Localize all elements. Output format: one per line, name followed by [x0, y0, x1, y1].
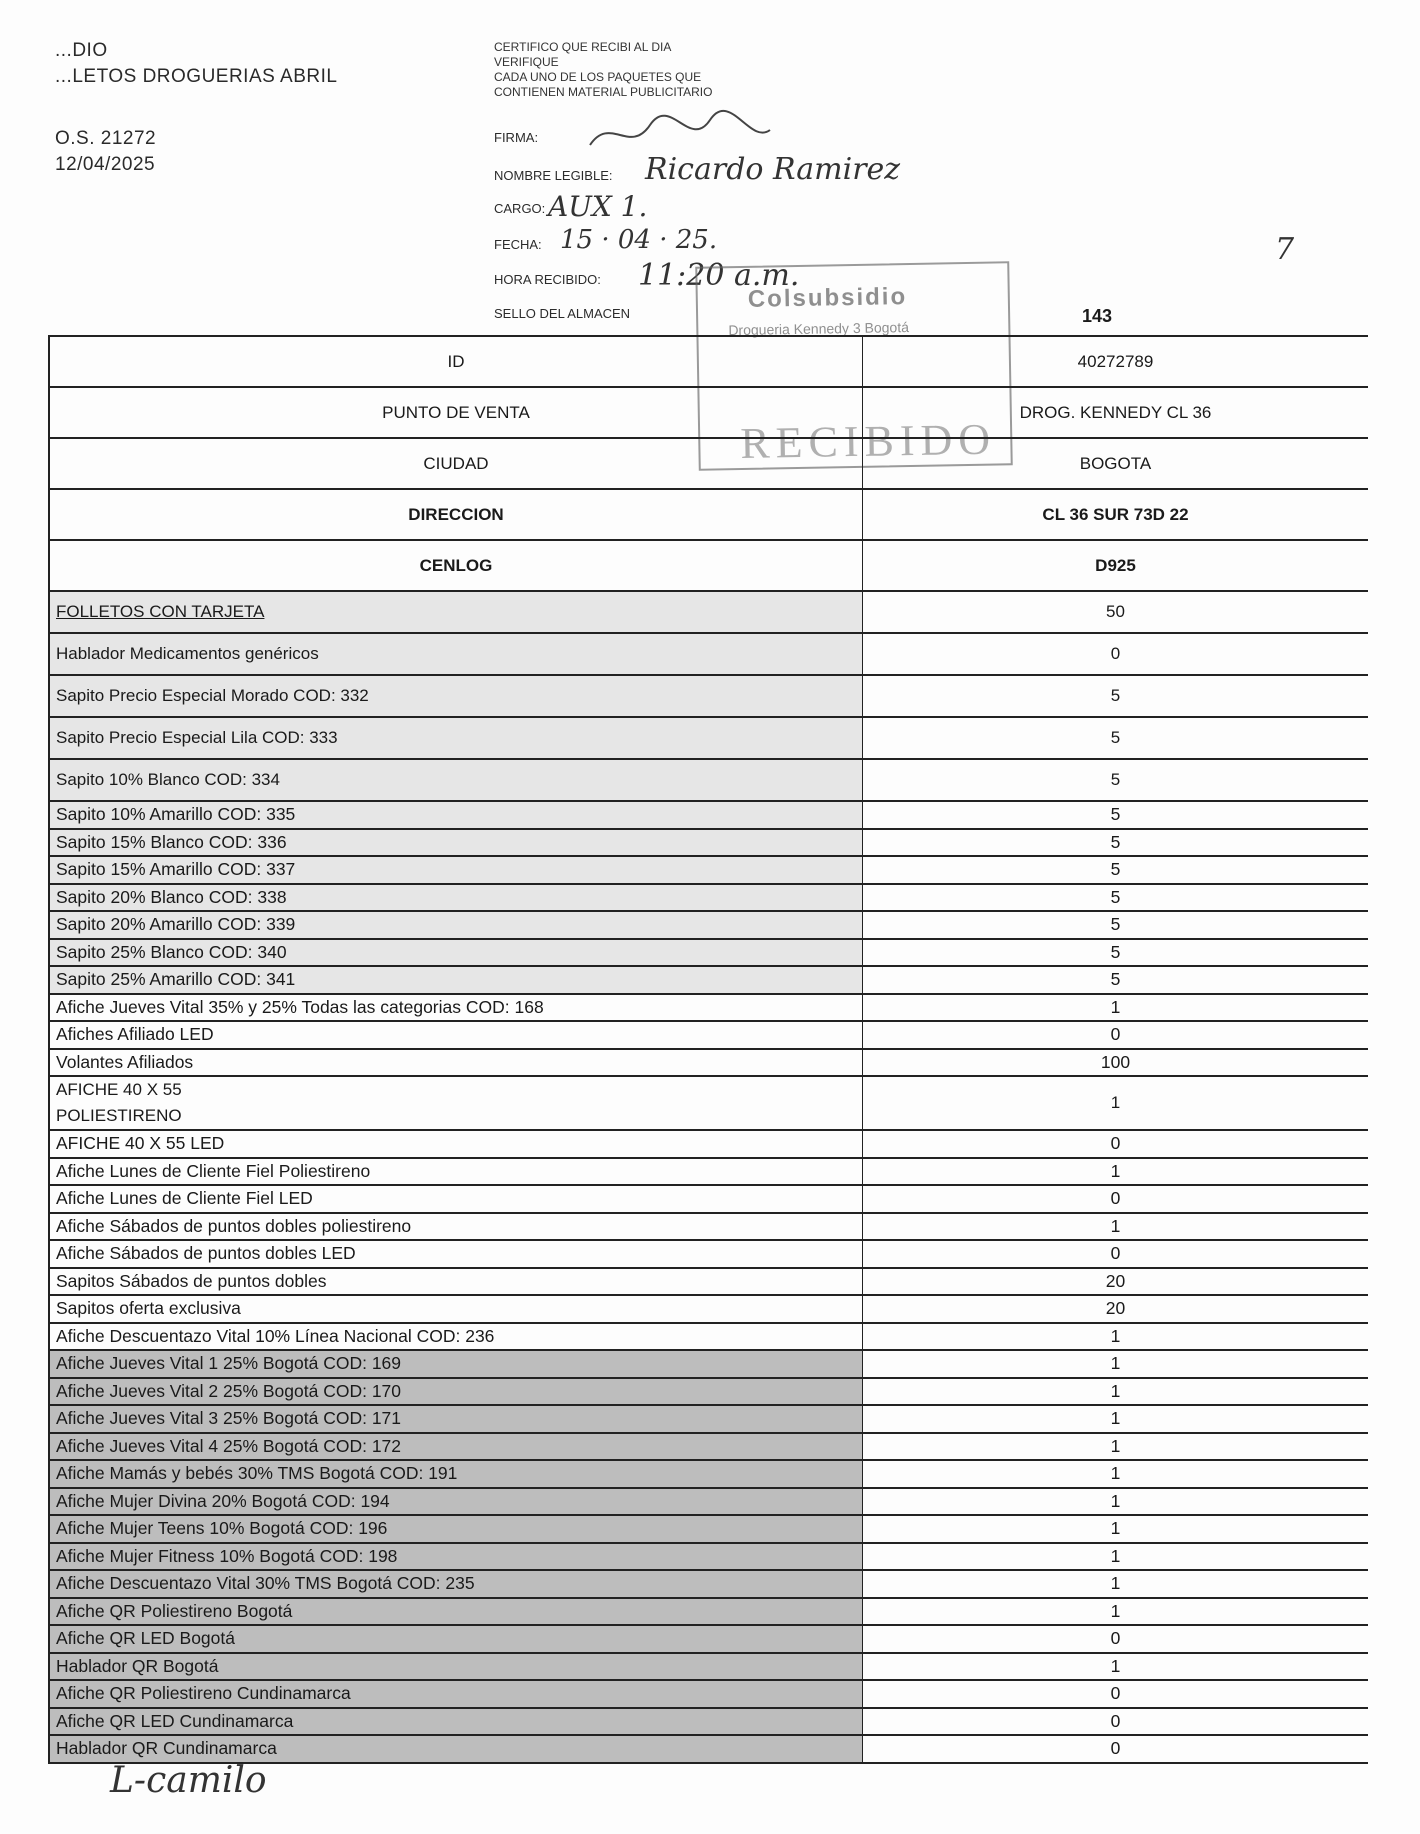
- row-value: 20: [863, 1268, 1369, 1296]
- row-label: Sapitos oferta exclusiva: [49, 1295, 863, 1323]
- table-row: [49, 489, 1368, 540]
- row-value: 5: [863, 966, 1369, 994]
- row-value: 0: [863, 1735, 1369, 1763]
- row-label: Afiche Mamás y bebés 30% TMS Bogotá COD: 191: [49, 1460, 863, 1488]
- row-value: 1: [863, 1323, 1369, 1351]
- row-value: DROG. KENNEDY CL 36: [863, 387, 1369, 438]
- row-value: 1: [863, 1378, 1369, 1406]
- row-value: 1: [863, 1598, 1369, 1626]
- row-label: DIRECCION: [49, 489, 863, 540]
- row-value: 0: [863, 1625, 1369, 1653]
- header-line-1: ...DIO: [55, 40, 108, 61]
- table-row: [49, 1543, 1368, 1571]
- table-row: [49, 1323, 1368, 1351]
- row-value: 1: [863, 1405, 1369, 1433]
- row-value: 0: [863, 1708, 1369, 1736]
- row-label: Hablador QR Cundinamarca: [49, 1735, 863, 1763]
- table-row: [49, 1708, 1368, 1736]
- row-label: Sapito 15% Amarillo COD: 337: [49, 856, 863, 884]
- row-label: AFICHE 40 X 55 LED: [49, 1130, 863, 1158]
- row-label: Sapito 25% Amarillo COD: 341: [49, 966, 863, 994]
- row-label: Afiche Jueves Vital 35% y 25% Todas las categorias COD: 168: [49, 994, 863, 1022]
- cert-line-3: CADA UNO DE LOS PAQUETES QUE: [494, 70, 702, 84]
- row-label: [49, 1076, 863, 1130]
- row-label: Volantes Afiliados: [49, 1049, 863, 1077]
- row-value: 1: [863, 1488, 1369, 1516]
- row-label: Afiche QR Poliestireno Bogotá: [49, 1598, 863, 1626]
- row-label: Afiche Descuentazo Vital 30% TMS Bogotá COD: 235: [49, 1570, 863, 1598]
- row-label: Afiche Mujer Teens 10% Bogotá COD: 196: [49, 1515, 863, 1543]
- fecha-value: 15 · 04 · 25.: [560, 225, 718, 255]
- table-row: [49, 801, 1368, 829]
- table-row: [49, 1680, 1368, 1708]
- header-line-2: ...LETOS DROGUERIAS ABRIL: [55, 66, 338, 87]
- row-value: 5: [863, 856, 1369, 884]
- row-label-line-1: AFICHE 40 X 55: [56, 1080, 182, 1099]
- row-label: Sapitos Sábados de puntos dobles: [49, 1268, 863, 1296]
- row-value: 20: [863, 1295, 1369, 1323]
- hora-label: HORA RECIBIDO:: [494, 272, 601, 287]
- row-label: Afiche Lunes de Cliente Fiel LED: [49, 1185, 863, 1213]
- sello-label: SELLO DEL ALMACEN: [494, 306, 631, 321]
- row-label: ID: [49, 336, 863, 387]
- fecha-label: FECHA:: [494, 237, 542, 252]
- table-row: [49, 1570, 1368, 1598]
- table-row: [49, 1076, 1368, 1130]
- table-row: [49, 1433, 1368, 1461]
- cargo-value: AUX 1.: [548, 190, 648, 223]
- row-label: Afiche Jueves Vital 4 25% Bogotá COD: 172: [49, 1433, 863, 1461]
- delivery-table: [48, 335, 1368, 1764]
- row-value: BOGOTA: [863, 438, 1369, 489]
- row-label: Afiche Jueves Vital 3 25% Bogotá COD: 171: [49, 1405, 863, 1433]
- row-value: 5: [863, 939, 1369, 967]
- table-row: [49, 387, 1368, 438]
- cert-line-2: VERIFIQUE: [494, 55, 559, 69]
- table-row: [49, 336, 1368, 387]
- table-row: [49, 1130, 1368, 1158]
- row-label: Sapito 15% Blanco COD: 336: [49, 829, 863, 857]
- row-label: Sapito 20% Blanco COD: 338: [49, 884, 863, 912]
- row-label: Afiches Afiliado LED: [49, 1021, 863, 1049]
- row-label: FOLLETOS CON TARJETA: [49, 591, 863, 633]
- row-label: Afiche QR Poliestireno Cundinamarca: [49, 1680, 863, 1708]
- table-row: [49, 717, 1368, 759]
- row-label: Afiche Jueves Vital 1 25% Bogotá COD: 169: [49, 1350, 863, 1378]
- order-date: 12/04/2025: [55, 154, 156, 175]
- table-row: [49, 1460, 1368, 1488]
- table-row: [49, 966, 1368, 994]
- certificate-text: [494, 40, 824, 100]
- row-label: Afiche Mujer Divina 20% Bogotá COD: 194: [49, 1488, 863, 1516]
- row-value: 5: [863, 759, 1369, 801]
- row-label: Afiche Sábados de puntos dobles LED: [49, 1240, 863, 1268]
- row-value: D925: [863, 540, 1369, 591]
- row-label: Hablador QR Bogotá: [49, 1653, 863, 1681]
- row-label: Afiche Lunes de Cliente Fiel Poliestireno: [49, 1158, 863, 1186]
- row-value: 1: [863, 994, 1369, 1022]
- table-row: [49, 633, 1368, 675]
- row-label: Afiche Jueves Vital 2 25% Bogotá COD: 170: [49, 1378, 863, 1406]
- row-label: Hablador Medicamentos genéricos: [49, 633, 863, 675]
- order-number: O.S. 21272: [55, 128, 157, 149]
- row-label: CENLOG: [49, 540, 863, 591]
- table-row: [49, 856, 1368, 884]
- stamp-store: Drogueria Kennedy 3 Bogotá: [728, 319, 910, 339]
- row-label: Sapito Precio Especial Lila COD: 333: [49, 717, 863, 759]
- row-value: 1: [863, 1460, 1369, 1488]
- row-value: 100: [863, 1049, 1369, 1077]
- row-value: 5: [863, 675, 1369, 717]
- table-row: [49, 1021, 1368, 1049]
- row-value: 1: [863, 1433, 1369, 1461]
- row-label: Sapito 10% Blanco COD: 334: [49, 759, 863, 801]
- row-value: 40272789: [863, 336, 1369, 387]
- hora-value: 11:20 a.m.: [638, 258, 800, 293]
- row-value: 1: [863, 1076, 1369, 1130]
- firma-label: FIRMA:: [494, 130, 539, 145]
- row-value: 1: [863, 1653, 1369, 1681]
- row-label: Afiche QR LED Cundinamarca: [49, 1708, 863, 1736]
- table-row: [49, 1488, 1368, 1516]
- table-row: [49, 1515, 1368, 1543]
- row-value: 50: [863, 591, 1369, 633]
- row-label: Sapito 20% Amarillo COD: 339: [49, 911, 863, 939]
- table-row: [49, 1240, 1368, 1268]
- row-value: 1: [863, 1515, 1369, 1543]
- footer-signature: L-camilo: [110, 1760, 267, 1801]
- row-value: 5: [863, 717, 1369, 759]
- row-label-line-2: POLIESTIRENO: [56, 1106, 182, 1125]
- page-number: 143: [1082, 306, 1113, 326]
- table-row: [49, 1378, 1368, 1406]
- cargo-label: CARGO:: [494, 201, 546, 216]
- row-value: 0: [863, 1680, 1369, 1708]
- table-row: [49, 540, 1368, 591]
- table-row: [49, 1735, 1368, 1763]
- row-value: 0: [863, 1021, 1369, 1049]
- row-value: 1: [863, 1158, 1369, 1186]
- row-value: 0: [863, 1185, 1369, 1213]
- table-row: [49, 1185, 1368, 1213]
- row-label: PUNTO DE VENTA: [49, 387, 863, 438]
- cert-line-1: CERTIFICO QUE RECIBI AL DIA: [494, 40, 672, 54]
- table-row: [49, 1625, 1368, 1653]
- row-label: Afiche Descuentazo Vital 10% Línea Nacional COD: 236: [49, 1323, 863, 1351]
- stamp-brand: Colsubsidio: [747, 283, 908, 313]
- row-value: 1: [863, 1570, 1369, 1598]
- table-row: [49, 911, 1368, 939]
- row-value: 5: [863, 829, 1369, 857]
- table-row: [49, 591, 1368, 633]
- header-block: [55, 38, 337, 178]
- row-value: 0: [863, 633, 1369, 675]
- table-row: [49, 1158, 1368, 1186]
- row-value: 0: [863, 1130, 1369, 1158]
- row-value: 1: [863, 1543, 1369, 1571]
- table-row: [49, 675, 1368, 717]
- table-row: [49, 1598, 1368, 1626]
- row-value: CL 36 SUR 73D 22: [863, 489, 1369, 540]
- table-row: [49, 1653, 1368, 1681]
- row-label: Sapito 25% Blanco COD: 340: [49, 939, 863, 967]
- nombre-value: Ricardo Ramirez: [645, 152, 901, 187]
- side-mark: 7: [1275, 232, 1295, 267]
- table-row: [49, 939, 1368, 967]
- table-row: [49, 1268, 1368, 1296]
- table-row: [49, 759, 1368, 801]
- cert-line-4: CONTIENEN MATERIAL PUBLICITARIO: [494, 85, 713, 99]
- row-value: 0: [863, 1240, 1369, 1268]
- row-label: Afiche Mujer Fitness 10% Bogotá COD: 198: [49, 1543, 863, 1571]
- row-label: CIUDAD: [49, 438, 863, 489]
- row-value: 1: [863, 1350, 1369, 1378]
- table-row: [49, 1049, 1368, 1077]
- table-row: [49, 994, 1368, 1022]
- table-row: [49, 829, 1368, 857]
- row-label: Sapito 10% Amarillo COD: 335: [49, 801, 863, 829]
- stamp-received: RECIBIDO: [739, 414, 997, 468]
- row-label: Afiche Sábados de puntos dobles poliestireno: [49, 1213, 863, 1241]
- table-row: [49, 1405, 1368, 1433]
- table-row: [49, 1350, 1368, 1378]
- row-value: 5: [863, 911, 1369, 939]
- row-value: 1: [863, 1213, 1369, 1241]
- table-row: [49, 438, 1368, 489]
- row-value: 5: [863, 884, 1369, 912]
- row-label: Afiche QR LED Bogotá: [49, 1625, 863, 1653]
- table-row: [49, 1295, 1368, 1323]
- nombre-label: NOMBRE LEGIBLE:: [494, 168, 613, 183]
- row-label: Sapito Precio Especial Morado COD: 332: [49, 675, 863, 717]
- row-value: 5: [863, 801, 1369, 829]
- table-row: [49, 884, 1368, 912]
- table-row: [49, 1213, 1368, 1241]
